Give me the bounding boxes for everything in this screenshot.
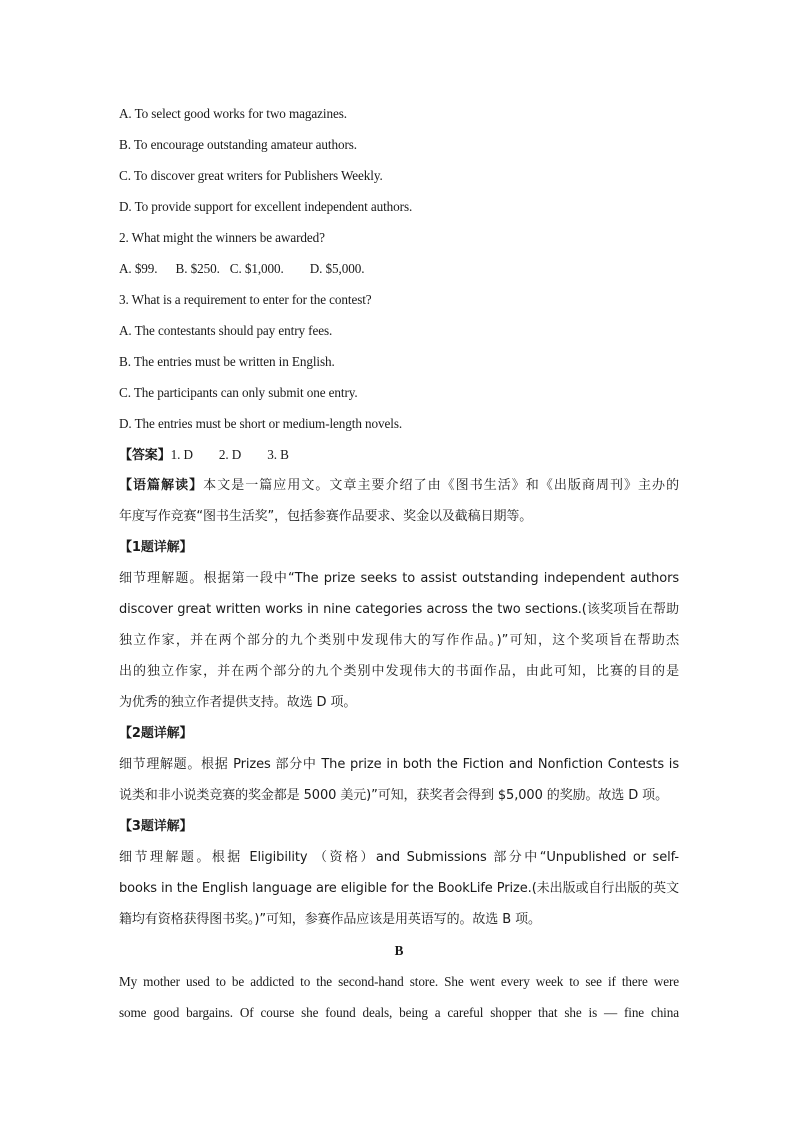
detail3-heading: 【3题详解】 [119, 819, 193, 834]
section-b-line-1: My mother used to be addicted to the second-hand store. She went every week to see if there were [119, 974, 679, 989]
detail3-line-2: books in the English language are eligible for the BookLife Prize.(未出版或自行出版的英文 [119, 881, 679, 896]
q3-option-a: A. The contestants should pay entry fees. [119, 323, 333, 338]
q1-option-d: D. To provide support for excellent independent authors. [119, 199, 413, 214]
q3-option-c: C. The participants can only submit one entry. [119, 385, 358, 400]
answer-1: 1. D [170, 447, 193, 462]
detail1-line-4: 出的独立作家，并在两个部分的九个类别中发现伟大的书面作品，由此可知，比赛的目的是 [119, 664, 679, 679]
q2-option-a: A. $99. [119, 261, 158, 276]
q3-stem: 3. What is a requirement to enter for the contest? [119, 292, 372, 307]
analysis-text-1: 本文是一篇应用文。文章主要介绍了由《图书生活》和《出版商周刊》主办的 [203, 478, 679, 493]
detail1-line-5: 为优秀的独立作者提供支持。故选 D 项。 [119, 695, 357, 710]
section-b-title: B [394, 943, 404, 958]
q1-option-b: B. To encourage outstanding amateur authors. [119, 137, 357, 152]
q2-stem: 2. What might the winners be awarded? [119, 230, 325, 245]
answer-2: 2. D [218, 447, 242, 462]
analysis-line-2: 年度写作竞赛“图书生活奖”，包括参赛作品要求、奖金以及截稿日期等。 [119, 509, 533, 524]
detail3-line-1: 细节理解题。根据 Eligibility （资格）and Submissions 部分中“Unpublished or self- [119, 850, 679, 865]
q2-option-b: B. $250. [175, 261, 220, 276]
detail2-heading: 【2题详解】 [119, 726, 193, 741]
detail2-line-1: 细节理解题。根据 Prizes 部分中 The prize in both the Fiction and Nonfiction Contests is [119, 757, 679, 772]
q2-options [119, 253, 679, 284]
analysis-label: 【语篇解读】 [119, 478, 204, 493]
q1-option-a: A. To select good works for two magazines. [119, 106, 347, 121]
analysis-line-1 [119, 470, 679, 501]
q3-option-b: B. The entries must be written in English. [119, 354, 335, 369]
detail3-line-3: 籍均有资格获得图书奖。)”可知，参赛作品应该是用英语写的。故选 B 项。 [119, 912, 541, 927]
answer-label: 【答案】 [119, 448, 171, 463]
section-b-line-2: some good bargains. Of course she found deals, being a careful shopper that she is — fine china [119, 1005, 679, 1020]
detail2-line-2: 说类和非小说类竞赛的奖金都是 5000 美元)”可知，获奖者会得到 $5,000 的奖励。故选 D 项。 [119, 788, 668, 803]
detail1-line-1: 细节理解题。根据第一段中“The prize seeks to assist outstanding independent authors [119, 571, 679, 586]
q3-option-d: D. The entries must be short or medium-length novels. [119, 416, 403, 431]
answer-line [119, 439, 679, 470]
detail1-line-2: discover great written works in nine categories across the two sections.(该奖项旨在帮助 [119, 602, 679, 617]
q1-option-c: C. To discover great writers for Publishers Weekly. [119, 168, 383, 183]
q2-option-c: C. $1,000. [229, 261, 284, 276]
q2-option-d: D. $5,000. [309, 261, 365, 276]
document-page [119, 98, 679, 1028]
answer-3: 3. B [267, 447, 289, 462]
detail1-line-3: 独立作家，并在两个部分的九个类别中发现伟大的写作作品。)”可知，这个奖项旨在帮助杰 [119, 633, 679, 648]
detail1-heading: 【1题详解】 [119, 540, 193, 555]
